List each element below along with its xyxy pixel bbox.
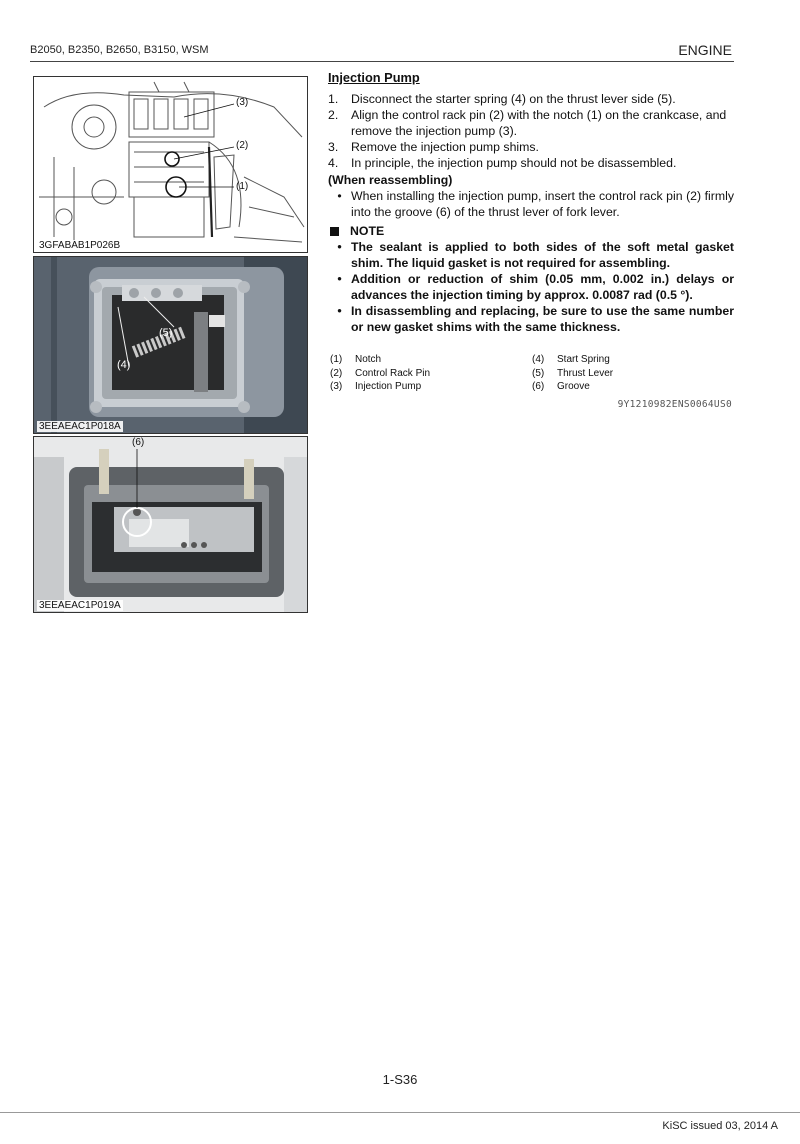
procedure-step <box>328 155 734 171</box>
procedure-step <box>328 91 734 107</box>
procedure-section <box>328 70 734 335</box>
legend-number: (2) <box>330 367 343 379</box>
legend-number: (4) <box>532 354 545 365</box>
engine-line-illustration <box>34 77 307 252</box>
legend-item <box>532 353 613 367</box>
bullet-icon: • <box>337 189 342 203</box>
callout-4: (4) <box>117 359 131 371</box>
legend-column-left <box>330 353 430 394</box>
note-heading <box>328 223 734 239</box>
note-text: The sealant is applied to both sides of the soft metal gasket shim. The liquid gasket is not required for assembling. <box>351 240 734 270</box>
footer-divider <box>0 1112 800 1113</box>
figure-photo-pump-opening <box>33 256 308 434</box>
procedure-step <box>328 139 734 155</box>
legend-item <box>532 367 613 381</box>
legend-label: Injection Pump <box>355 381 422 393</box>
thrust-lever-photo <box>34 437 307 612</box>
note-text: Addition or reduction of shim (0.05 mm, 0.002 in.) delays or advances the injection timing by approx. 0.0087 rad (0.5 °). <box>351 272 734 302</box>
step-number: 1. <box>328 92 339 106</box>
pump-opening-photo <box>34 257 307 433</box>
step-text: Align the control rack pin (2) with the notch (1) on the crankcase, and remove the injection pump (3). <box>351 108 727 138</box>
figure-caption: 3EEAEAC1P018A <box>39 421 121 432</box>
legend-item <box>330 353 430 367</box>
procedure-step <box>328 107 734 139</box>
page-number: 1-S36 <box>382 1072 418 1087</box>
bullet-icon: • <box>337 272 342 286</box>
note-label: NOTE <box>350 224 385 238</box>
issue-info: KiSC issued 03, 2014 A <box>662 1120 778 1132</box>
legend-item <box>330 380 430 394</box>
legend-label: Thrust Lever <box>557 367 614 379</box>
legend-number: (6) <box>532 381 545 393</box>
step-text: In principle, the injection pump should not be disassembled. <box>351 156 677 170</box>
bullet-icon: • <box>337 240 342 254</box>
header-models: B2050, B2350, B2650, B3150, WSM <box>30 44 209 56</box>
figure-caption: 3EEAEAC1P019A <box>39 600 121 611</box>
legend-label: Groove <box>557 381 590 393</box>
step-number: 2. <box>328 108 339 122</box>
bullet-icon: • <box>337 304 342 318</box>
legend-number: (1) <box>330 354 343 365</box>
note-item <box>328 271 734 303</box>
legend-item <box>532 380 613 394</box>
figure-photo-thrust-lever <box>33 436 308 613</box>
step-text: Disconnect the starter spring (4) on the thrust lever side (5). <box>351 92 676 106</box>
step-number: 3. <box>328 140 339 154</box>
header-divider <box>30 61 734 62</box>
note-square-icon <box>330 227 339 236</box>
document-code: 9Y1210982ENS0064US0 <box>617 399 732 410</box>
figure-caption: 3GFABAB1P026B <box>39 240 121 251</box>
legend-label: Control Rack Pin <box>355 367 431 379</box>
note-text: In disassembling and replacing, be sure to use the same number or new gasket shims with the same thickness. <box>351 304 734 334</box>
section-title: Injection Pump <box>328 70 420 85</box>
callout-1: (1) <box>236 181 249 192</box>
legend-number: (5) <box>532 367 545 379</box>
reassembling-heading: (When reassembling) <box>328 173 453 187</box>
header-section: ENGINE <box>678 42 732 58</box>
legend-column-right <box>532 353 613 394</box>
reassembling-item <box>328 188 734 220</box>
reassembling-text: When installing the injection pump, insert the control rack pin (2) firmly into the groove (6) of the thrust lever of fork lever. <box>351 189 734 219</box>
callout-3: (3) <box>236 97 249 108</box>
callout-6: (6) <box>132 437 145 448</box>
note-item <box>328 239 734 271</box>
legend-label: Start Spring <box>557 354 610 365</box>
callout-5: (5) <box>159 327 173 339</box>
figure-line-drawing <box>33 76 308 253</box>
callout-2: (2) <box>236 140 249 151</box>
step-number: 4. <box>328 156 339 170</box>
legend-item <box>330 367 430 381</box>
legend-label: Notch <box>355 354 382 365</box>
note-item <box>328 303 734 335</box>
step-text: Remove the injection pump shims. <box>351 140 539 154</box>
legend-number: (3) <box>330 381 343 393</box>
